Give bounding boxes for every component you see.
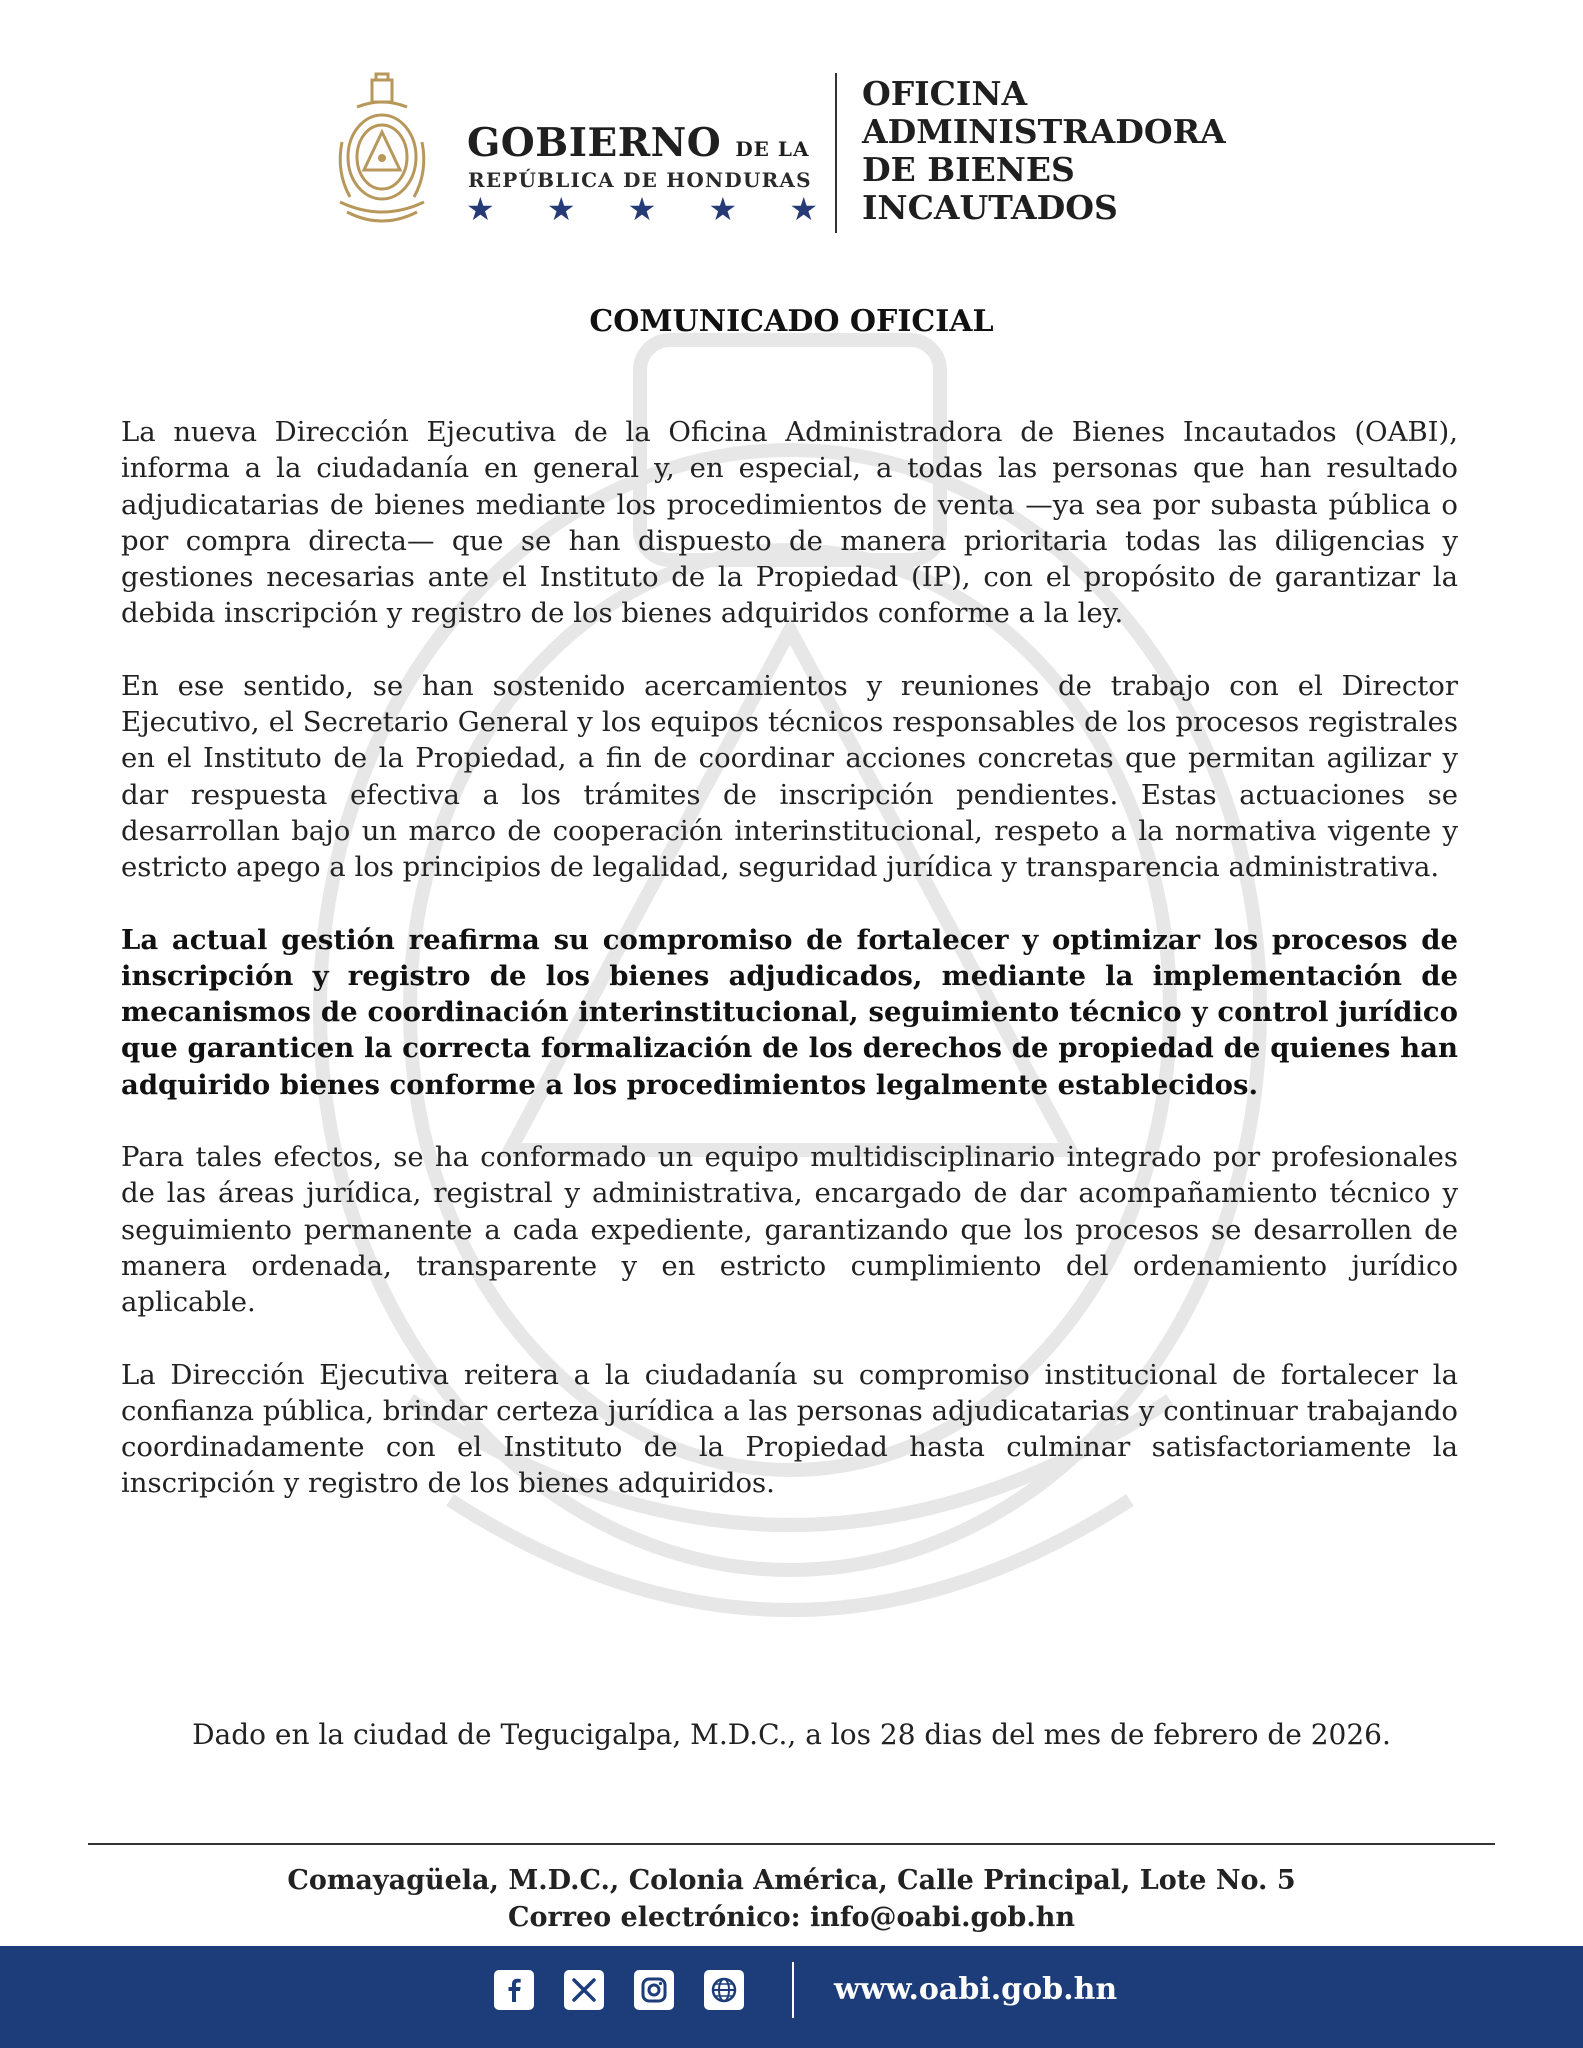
star-row: [466, 190, 818, 228]
globe-icon[interactable]: [704, 1970, 744, 2010]
website-link[interactable]: www.oabi.gob.hn: [834, 1972, 1118, 2007]
footer-address: Comayagüela, M.D.C., Colonia América, Calle Principal, Lote No. 5: [287, 1865, 1296, 1896]
document-title: COMUNICADO OFICIAL: [589, 304, 994, 339]
office-name-line: DE BIENES: [862, 150, 1075, 189]
social-links: [494, 1970, 744, 2010]
office-name-line: ADMINISTRADORA: [862, 112, 1226, 151]
letterhead: [0, 0, 1583, 250]
instagram-icon[interactable]: [634, 1970, 674, 2010]
office-name-line: OFICINA: [862, 74, 1028, 113]
government-title-suffix: DE LA: [735, 137, 810, 161]
star-icon: ★: [627, 190, 657, 228]
footer-bar-divider: [792, 1962, 794, 2018]
footer-divider: [88, 1843, 1495, 1845]
paragraph: En ese sentido, se han sostenido acercamientos y reuniones de trabajo con el Director Ejecutivo, el Secretario General y los equipos técnicos responsables de los procesos registrales en el Instituto de la Propiedad, a fin de coordinar acciones concretas que permitan agilizar y dar respuesta efectiva a los trámites de inscripción pendientes. Estas actuaciones se desarrollan bajo un marco de cooperación interinstitucional, respeto a la normativa vigente y estricto apego a los principios de legalidad, seguridad jurídica y transparencia administrativa.: [121, 669, 1458, 884]
header-divider: [835, 73, 837, 233]
office-name-line: INCAUTADOS: [862, 188, 1118, 227]
star-icon: ★: [466, 190, 495, 228]
paragraph: Para tales efectos, se ha conformado un equipo multidisciplinario integrado por profesionales de las áreas jurídica, registral y administrativa, encargado de dar acompañamiento técnico y seguimiento permanente a cada expediente, garantizando que los procesos se desarrollen de manera ordenada, transparente y en estricto cumplimiento del ordenamiento jurídico aplicable.: [121, 1141, 1458, 1319]
honduras-coat-of-arms-icon: [332, 72, 432, 232]
x-icon[interactable]: [564, 1970, 604, 2010]
paragraph: La Dirección Ejecutiva reitera a la ciudadanía su compromiso institucional de fortalecer la confianza pública, brindar certeza jurídica a las personas adjudicatarias y continuar trabajando coordinadamente con el Instituto de la Propiedad hasta culminar satisfactoriamente la inscripción y registro de los bienes adquiridos.: [121, 1358, 1458, 1500]
paragraph-emphasis: La actual gestión reafirma su compromiso de fortalecer y optimizar los procesos de inscripción y registro de los bienes adjudicados, mediante la implementación de mecanismos de coordinación interinstitucional, seguimiento técnico y control jurídico que garanticen la correcta formalización de los derechos de propiedad de quienes han adquirido bienes conforme a los procedimientos legalmente establecidos.: [121, 923, 1458, 1101]
government-title: GOBIERNO DE LA: [467, 120, 810, 166]
government-subtitle: REPÚBLICA DE HONDURAS: [468, 168, 812, 192]
star-icon: ★: [546, 190, 576, 228]
star-icon: ★: [708, 190, 738, 228]
paragraph: La nueva Dirección Ejecutiva de la Oficina Administradora de Bienes Incautados (OABI), informa a la ciudadanía en general y, en especial, a todas las personas que han resultado adjudicatarias de bienes mediante los procedimientos de venta —ya sea por subasta pública o por compra directa— que se han dispuesto de manera prioritaria todas las diligencias y gestiones necesarias ante el Instituto de la Propiedad (IP), con el propósito de garantizar la debida inscripción y registro de los bienes adquiridos conforme a la ley.: [121, 416, 1458, 630]
footer-email: Correo electrónico: info@oabi.gob.hn: [508, 1902, 1075, 1933]
facebook-icon[interactable]: [494, 1970, 534, 2010]
document-body: [121, 414, 1458, 1502]
star-icon: ★: [789, 190, 818, 228]
office-name: [862, 75, 1226, 227]
footer-address-block: [0, 1862, 1583, 1936]
date-line: Dado en la ciudad de Tegucigalpa, M.D.C., a los 28 dias del mes de febrero de 2026.: [192, 1718, 1391, 1751]
